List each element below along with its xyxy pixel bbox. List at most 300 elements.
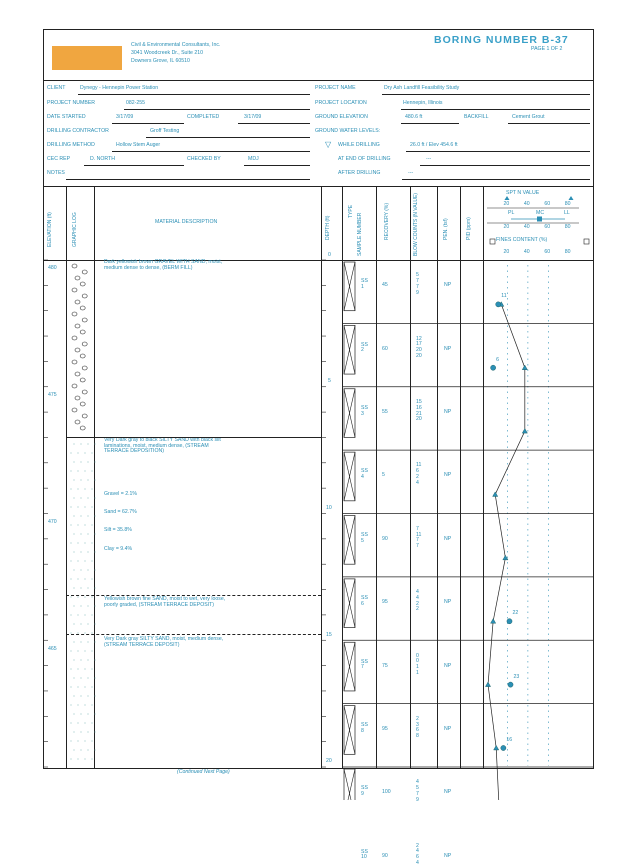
sand-symbol: [71, 687, 72, 688]
sand-symbol: [88, 642, 89, 643]
sand-symbol: [78, 507, 79, 508]
sand-symbol: [78, 489, 79, 490]
sample-recovery: 95: [382, 599, 388, 606]
sand-symbol: [92, 687, 93, 688]
gravel-symbol: [82, 390, 87, 394]
sand-symbol: [74, 606, 75, 607]
sand-symbol: [74, 552, 75, 553]
depth-label: 0: [328, 252, 331, 258]
sample-recovery: 90: [382, 535, 388, 542]
page-number: PAGE 1 OF 2: [531, 46, 563, 52]
gravel-symbol: [75, 372, 80, 376]
sand-symbol: [92, 741, 93, 742]
stratum-description: Very Dark gray to black SILTY SAND with black silt laminations, moist, medium dense, (STREAM TERRACE DEPOSITION): [104, 437, 221, 455]
sand-symbol: [85, 507, 86, 508]
sample-recovery: 95: [382, 725, 388, 732]
sand-symbol: [88, 588, 89, 589]
sand-symbol: [78, 471, 79, 472]
sample-recovery: 45: [382, 282, 388, 289]
sand-symbol: [85, 669, 86, 670]
sand-symbol: [95, 714, 96, 715]
sample-pen: NP: [444, 535, 452, 542]
sand-symbol: [95, 534, 96, 535]
sand-symbol: [78, 705, 79, 706]
ground-elevation-value: 480.6 ft: [405, 114, 423, 120]
sand-symbol: [92, 705, 93, 706]
sample-blow-counts: 2 3 6 8: [416, 715, 419, 740]
sample-pen: NP: [444, 472, 452, 479]
sand-symbol: [92, 543, 93, 544]
sample-blow-counts: 7 11 7 7: [416, 525, 422, 549]
gravel-symbol: [75, 348, 80, 352]
sand-symbol: [92, 615, 93, 616]
after-drilling-value: ---: [408, 170, 414, 176]
sample-pen: NP: [444, 852, 452, 859]
sand-symbol: [95, 606, 96, 607]
sand-symbol: [85, 615, 86, 616]
sand-symbol: [71, 669, 72, 670]
elevation-label: 475: [48, 392, 57, 398]
sand-symbol: [95, 696, 96, 697]
sand-symbol: [95, 444, 96, 445]
mc-point: [491, 365, 496, 370]
gravel-symbol: [75, 276, 80, 280]
sand-symbol: [92, 633, 93, 634]
project-location-value: Hennepin, Illinois: [403, 100, 443, 106]
depth-label: 15: [326, 632, 332, 638]
sample-blow-counts: 4 4 2 2: [416, 589, 419, 613]
fines-legend-box: [490, 239, 495, 244]
sample-pen: NP: [444, 725, 452, 732]
sand-symbol: [81, 498, 82, 499]
sand-symbol: [88, 552, 89, 553]
sand-symbol: [71, 507, 72, 508]
sample-blow-counts: 15 16 21 20: [416, 399, 422, 423]
sand-symbol: [71, 543, 72, 544]
sand-symbol: [74, 588, 75, 589]
sand-symbol: [88, 480, 89, 481]
sand-symbol: [95, 642, 96, 643]
drilling-contractor-label: DRILLING CONTRACTOR: [47, 128, 109, 134]
sand-symbol: [88, 444, 89, 445]
col-sample-type: TYPE: [348, 204, 354, 218]
sample-number: SS 8: [361, 721, 368, 734]
sample-blow-counts: 4 5 7 9: [416, 779, 419, 803]
ground-water-label: GROUND WATER LEVELS:: [315, 128, 381, 134]
checked-by-label: CHECKED BY: [187, 156, 221, 162]
col-sample-number: SAMPLE NUMBER: [357, 212, 363, 256]
sand-symbol: [88, 732, 89, 733]
sand-symbol: [88, 516, 89, 517]
cec-rep-value: D. NORTH: [90, 156, 115, 162]
sand-symbol: [88, 714, 89, 715]
gravel-symbol: [82, 342, 87, 346]
sand-symbol: [85, 489, 86, 490]
sample-recovery: 100: [382, 789, 391, 796]
sand-symbol: [74, 696, 75, 697]
sample-pen: NP: [444, 282, 452, 289]
cec-rep-label: CEC REP: [47, 156, 71, 162]
stratum-description: Yellowish brown fine SAND, moist to wet, very loose, poorly graded, (STREAM TERRACE DEPOSIT): [104, 596, 226, 608]
gravel-symbol: [82, 318, 87, 322]
sand-symbol: [95, 480, 96, 481]
col-pid: PID (ppm): [466, 217, 472, 240]
sand-symbol: [92, 597, 93, 598]
sand-symbol: [81, 444, 82, 445]
sand-symbol: [78, 579, 79, 580]
mc-point: [501, 745, 506, 750]
mc-point: [507, 619, 512, 624]
sand-symbol: [71, 705, 72, 706]
ll-legend: LL: [564, 210, 570, 216]
sand-symbol: [71, 723, 72, 724]
sand-symbol: [74, 678, 75, 679]
completed-label: COMPLETED: [187, 114, 220, 120]
chart-tick-label: 80: [564, 201, 571, 207]
sand-symbol: [78, 759, 79, 760]
chart-tick-label: 80: [564, 224, 571, 230]
gravel-symbol: [80, 426, 85, 430]
sample-pen: NP: [444, 409, 452, 416]
backfill-label: BACKFILL: [464, 114, 489, 120]
sand-symbol: [88, 696, 89, 697]
sand-symbol: [85, 543, 86, 544]
sand-symbol: [88, 624, 89, 625]
depth-label: 5: [328, 378, 331, 384]
sand-symbol: [71, 489, 72, 490]
sand-symbol: [85, 705, 86, 706]
sand-symbol: [78, 741, 79, 742]
sand-symbol: [78, 615, 79, 616]
gravel-symbol: [75, 300, 80, 304]
sand-symbol: [95, 624, 96, 625]
sand-symbol: [71, 759, 72, 760]
date-started-label: DATE STARTED: [47, 114, 86, 120]
sand-symbol: [88, 462, 89, 463]
sand-symbol: [74, 714, 75, 715]
mc-label: 6: [496, 356, 500, 363]
sand-symbol: [81, 606, 82, 607]
sand-symbol: [92, 453, 93, 454]
sample-recovery: 55: [382, 409, 388, 416]
sand-symbol: [92, 759, 93, 760]
sand-symbol: [81, 750, 82, 751]
depth-label: 20: [326, 758, 332, 764]
water-level-icon: ▽: [325, 140, 332, 149]
sample-number: SS 9: [361, 785, 368, 798]
elevation-label: 480: [48, 265, 57, 271]
fines-legend-box: [584, 239, 589, 244]
sand-symbol: [71, 561, 72, 562]
project-number-value: 082-255: [126, 100, 146, 106]
chart-tick-label: 20: [503, 249, 510, 255]
ground-elevation-label: GROUND ELEVATION: [315, 114, 368, 120]
sand-symbol: [78, 561, 79, 562]
sample-pen: NP: [444, 789, 452, 796]
elevation-label: 465: [48, 646, 57, 652]
sand-symbol: [71, 471, 72, 472]
sample-blow-counts: 5 7 7 9: [416, 272, 419, 296]
sand-symbol: [95, 588, 96, 589]
project-number-label: PROJECT NUMBER: [47, 100, 96, 106]
sample-blow-counts: 11 6 2 4: [416, 462, 422, 486]
sample-number: SS 6: [361, 595, 368, 607]
col-elevation: ELEVATION (ft): [47, 212, 53, 247]
sand-symbol: [78, 651, 79, 652]
sand-symbol: [81, 462, 82, 463]
gravel-symbol: [72, 264, 77, 268]
gradation-summary: Gravel = 2.1% Sand = 62.7% Silt = 35.8% Clay = 9.4%: [104, 491, 138, 552]
mc-legend-marker: [537, 217, 542, 222]
sand-symbol: [95, 732, 96, 733]
spt-point: [491, 619, 496, 624]
gravel-symbol: [75, 324, 80, 328]
sample-recovery: 90: [382, 852, 388, 859]
sand-symbol: [74, 534, 75, 535]
col-material-description: MATERIAL DESCRIPTION: [155, 219, 218, 225]
gravel-symbol: [80, 306, 85, 310]
sand-symbol: [81, 696, 82, 697]
chart-tick-label: 20: [503, 201, 510, 207]
sand-symbol: [74, 516, 75, 517]
sample-recovery: 60: [382, 345, 388, 352]
after-drilling-label: AFTER DRILLING: [338, 170, 381, 176]
depth-label: 10: [326, 505, 332, 511]
sand-symbol: [81, 642, 82, 643]
sand-symbol: [85, 453, 86, 454]
sand-symbol: [81, 480, 82, 481]
sand-symbol: [81, 570, 82, 571]
sand-symbol: [71, 741, 72, 742]
chart-tick-label: 80: [564, 249, 571, 255]
sand-symbol: [85, 687, 86, 688]
date-started-value: 3/17/09: [116, 114, 134, 120]
sand-symbol: [71, 579, 72, 580]
chart-tick-label: 40: [523, 224, 530, 230]
gravel-symbol: [80, 378, 85, 382]
sand-symbol: [74, 462, 75, 463]
sand-symbol: [95, 462, 96, 463]
sand-symbol: [88, 606, 89, 607]
sand-symbol: [95, 516, 96, 517]
sand-symbol: [74, 624, 75, 625]
sand-symbol: [81, 552, 82, 553]
sand-symbol: [74, 642, 75, 643]
while-drilling-label: WHILE DRILLING: [338, 142, 380, 148]
backfill-value: Cement Grout: [512, 114, 545, 120]
sand-symbol: [74, 480, 75, 481]
gravel-symbol: [82, 414, 87, 418]
chart-tick-label: 40: [523, 249, 530, 255]
sample-number: SS 1: [361, 278, 368, 291]
sand-symbol: [81, 516, 82, 517]
sand-symbol: [71, 615, 72, 616]
sample-pen: NP: [444, 662, 452, 669]
col-graphic-log: GRAPHIC LOG: [72, 212, 78, 247]
drilling-contractor-value: Groff Testing: [150, 128, 180, 134]
sample-blow-counts: 0 0 1 1: [416, 652, 419, 676]
sample-number: SS 3: [361, 405, 368, 417]
sample-number: SS 5: [361, 531, 368, 544]
gravel-symbol: [75, 420, 80, 424]
sand-symbol: [81, 678, 82, 679]
sand-symbol: [71, 651, 72, 652]
stratum-description: Very Dark gray SILTY SAND, moist, medium dense, (STREAM TERRACE DEPOSIT): [104, 636, 224, 648]
chart-tick-label: 60: [544, 249, 551, 255]
sand-symbol: [71, 597, 72, 598]
sand-symbol: [95, 552, 96, 553]
sand-symbol: [92, 669, 93, 670]
sand-symbol: [85, 597, 86, 598]
sand-symbol: [78, 543, 79, 544]
col-blow-counts: BLOW COUNTS (N VALUE): [413, 193, 419, 256]
sand-symbol: [85, 741, 86, 742]
company-address-2: Downers Grove, IL 60510: [131, 58, 190, 64]
sand-symbol: [85, 723, 86, 724]
sand-symbol: [78, 633, 79, 634]
sand-symbol: [74, 498, 75, 499]
sand-symbol: [92, 471, 93, 472]
company-name: Civil & Environmental Consultants, Inc.: [131, 42, 221, 48]
company-address-1: 3041 Woodcreek Dr., Suite 210: [131, 50, 203, 56]
sand-symbol: [92, 561, 93, 562]
sand-symbol: [71, 633, 72, 634]
col-recovery: RECOVERY (%): [384, 202, 390, 240]
sand-symbol: [92, 525, 93, 526]
sand-symbol: [88, 534, 89, 535]
checked-by-value: MDJ: [248, 156, 259, 162]
sample-blow-counts: 2 4 6 4: [416, 842, 419, 866]
sand-symbol: [85, 561, 86, 562]
sand-symbol: [92, 651, 93, 652]
sample-number: SS 10: [361, 848, 368, 861]
sand-symbol: [81, 660, 82, 661]
sand-symbol: [88, 678, 89, 679]
completed-value: 3/17/09: [244, 114, 262, 120]
sand-symbol: [92, 723, 93, 724]
sand-symbol: [78, 687, 79, 688]
continued-note: (Continued Next Page): [177, 769, 230, 775]
sand-symbol: [74, 444, 75, 445]
sand-symbol: [88, 570, 89, 571]
mc-label: 16: [506, 736, 513, 743]
sand-symbol: [95, 750, 96, 751]
sand-symbol: [78, 669, 79, 670]
drilling-method-label: DRILLING METHOD: [47, 142, 95, 148]
gravel-symbol: [80, 282, 85, 286]
gravel-symbol: [80, 354, 85, 358]
sand-symbol: [95, 660, 96, 661]
elevation-label: 470: [48, 519, 57, 525]
project-name-value: Dry Ash Landfill Feasibility Study: [384, 85, 460, 91]
spt-point: [494, 745, 499, 750]
gravel-symbol: [72, 312, 77, 316]
spt-point: [522, 429, 527, 434]
spt-line: [488, 304, 525, 800]
mc-legend: MC: [536, 210, 545, 216]
sand-symbol: [81, 534, 82, 535]
sample-interval: [344, 769, 355, 800]
sample-pen: NP: [444, 345, 452, 352]
col-pen: PEN. (tsf): [443, 218, 449, 240]
gravel-symbol: [72, 336, 77, 340]
sample-interval: [344, 769, 355, 800]
sand-symbol: [74, 660, 75, 661]
sand-symbol: [85, 651, 86, 652]
end-of-drilling-label: AT END OF DRILLING: [338, 156, 391, 162]
pl-legend: PL: [508, 210, 515, 216]
end-of-drilling-value: ---: [426, 156, 432, 162]
sample-blow-counts: 12 17 20 20: [416, 335, 422, 359]
sand-symbol: [81, 588, 82, 589]
gravel-symbol: [75, 396, 80, 400]
project-location-label: PROJECT LOCATION: [315, 100, 367, 106]
sand-symbol: [88, 660, 89, 661]
sand-symbol: [85, 579, 86, 580]
sand-symbol: [78, 453, 79, 454]
sand-symbol: [81, 624, 82, 625]
mc-label: 22: [512, 610, 519, 617]
project-name-label: PROJECT NAME: [315, 85, 356, 91]
sand-symbol: [95, 678, 96, 679]
client-label: CLIENT: [47, 85, 66, 91]
sand-symbol: [88, 750, 89, 751]
gravel-symbol: [82, 366, 87, 370]
sample-interval: [344, 769, 355, 800]
while-drilling-value: 26.0 ft / Elev 454.6 ft: [410, 142, 458, 148]
gravel-symbol: [72, 360, 77, 364]
gravel-symbol: [72, 288, 77, 292]
sample-number: SS 4: [361, 468, 368, 481]
spt-point: [522, 365, 527, 370]
boring-title: BORING NUMBER B-37: [434, 34, 569, 46]
drilling-method-value: Hollow Stem Auger: [116, 142, 161, 148]
stratum-description: Dark yellowish brown GRAVEL WITH SAND, moist, medium dense to dense, (BERM FILL): [104, 259, 223, 271]
spt-point: [485, 682, 490, 687]
sample-number: SS 2: [361, 341, 368, 354]
gravel-symbol: [72, 384, 77, 388]
gravel-symbol: [82, 294, 87, 298]
sand-symbol: [95, 498, 96, 499]
spt-legend-marker: [569, 196, 574, 200]
gravel-symbol: [80, 402, 85, 406]
sand-symbol: [85, 525, 86, 526]
sand-symbol: [92, 489, 93, 490]
sand-symbol: [74, 750, 75, 751]
sand-symbol: [85, 471, 86, 472]
mc-point: [508, 682, 513, 687]
sand-symbol: [85, 759, 86, 760]
sand-symbol: [95, 570, 96, 571]
mc-label: 11: [501, 293, 507, 300]
chart-tick-label: 40: [523, 201, 530, 207]
mc-label: 23: [513, 673, 520, 680]
sand-symbol: [85, 633, 86, 634]
sand-symbol: [78, 525, 79, 526]
notes-label: NOTES: [47, 170, 65, 176]
sample-recovery: 5: [382, 472, 385, 479]
sand-symbol: [88, 498, 89, 499]
sand-symbol: [78, 723, 79, 724]
gravel-symbol: [80, 330, 85, 334]
gravel-symbol: [82, 270, 87, 274]
sand-symbol: [81, 732, 82, 733]
sand-symbol: [78, 597, 79, 598]
chart-tick-label: 20: [503, 224, 510, 230]
sand-symbol: [81, 714, 82, 715]
mc-point: [496, 302, 501, 307]
sample-recovery: 75: [382, 662, 388, 669]
